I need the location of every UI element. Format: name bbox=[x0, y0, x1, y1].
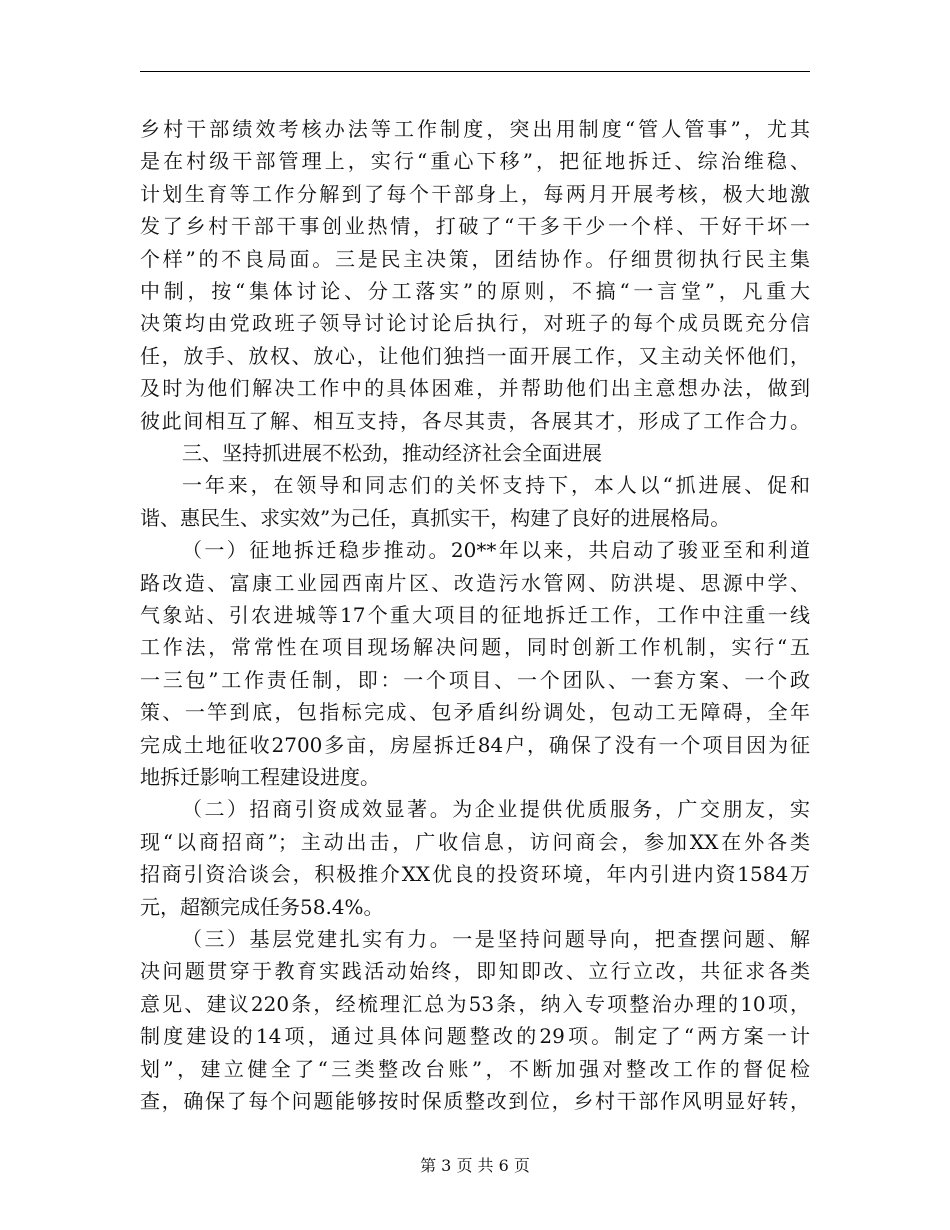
text-line: 计划生育等工作分解到了每个干部身上，每两月开展考核，极大地激 bbox=[140, 181, 810, 206]
text-line: 决问题贯穿于教育实践活动始终，即知即改、立行立改，共征求各类 bbox=[140, 959, 810, 984]
text-line: 地拆迁影响工程建设进度。 bbox=[140, 765, 380, 789]
text-line: 个样”的不良局面。三是民主决策，团结协作。仔细贯彻执行民主集 bbox=[140, 246, 810, 271]
text-line: 招商引资洽谈会，积极推介XX优良的投资环境，年内引进内资1584万 bbox=[140, 862, 810, 887]
header-rule bbox=[140, 71, 810, 72]
text-line: 及时为他们解决工作中的具体困难，并帮助他们出主意想办法，做到 bbox=[140, 376, 810, 401]
text-line: 现“以商招商”；主动出击，广收信息，访问商会，参加XX在外各类 bbox=[140, 829, 810, 854]
text-line: 彼此间相互了解、相互支持，各尽其责，各展其才，形成了工作合力。 bbox=[140, 408, 810, 433]
text-line: 中制，按“集体讨论、分工落实”的原则，不搞“一言堂”，凡重大 bbox=[140, 279, 810, 303]
text-line: （一）征地拆迁稳步推动。20**年以来，共启动了骏亚至和利道 bbox=[182, 538, 810, 563]
text-line: 完成土地征收2700多亩，房屋拆迁84户，确保了没有一个项目因为征 bbox=[140, 732, 810, 757]
text-line: 制度建设的14项，通过具体问题整改的29项。制定了“两方案一计 bbox=[140, 1024, 810, 1049]
text-line: （三）基层党建扎实有力。一是坚持问题导向，把查摆问题、解 bbox=[182, 927, 810, 951]
text-line: 是在村级干部管理上，实行“重心下移”，把征地拆迁、综治维稳、 bbox=[140, 149, 810, 174]
page-footer: 第 3 页 共 6 页 bbox=[420, 1156, 530, 1175]
text-line: （二）招商引资成效显著。为企业提供优质服务，广交朋友，实 bbox=[182, 797, 810, 822]
text-line: 元，超额完成任务58.4%。 bbox=[140, 894, 384, 919]
text-line: 谐、惠民生、求实效”为己任，真抓实干，构建了良好的进展格局。 bbox=[140, 505, 731, 530]
text-line: 一三包”工作责任制，即：一个项目、一个团队、一套方案、一个政 bbox=[140, 667, 810, 692]
text-line: 决策均由党政班子领导讨论讨论后执行，对班子的每个成员既充分信 bbox=[140, 311, 810, 336]
text-line: 工作法，常常性在项目现场解决问题，同时创新工作机制，实行“五 bbox=[140, 635, 810, 660]
text-line: 策、一竿到底，包指标完成、包矛盾纠纷调处，包动工无障碍，全年 bbox=[140, 700, 810, 725]
text-line: 乡村干部绩效考核办法等工作制度，突出用制度“管人管事”，尤其 bbox=[140, 117, 810, 141]
text-line: 任，放手、放权、放心，让他们独挡一面开展工作，又主动关怀他们， bbox=[140, 343, 810, 368]
text-line: 划”，建立健全了“三类整改台账”，不断加强对整改工作的督促检 bbox=[140, 1056, 810, 1081]
text-line: 三、坚持抓进展不松劲，推动经济社会全面进展 bbox=[182, 441, 602, 465]
text-line: 意见、建议220条，经梳理汇总为53条，纳入专项整治办理的10项， bbox=[140, 991, 810, 1016]
text-line: 气象站、引农进城等17个重大项目的征地拆迁工作，工作中注重一线 bbox=[140, 603, 810, 627]
text-line: 查，确保了每个问题能够按时保质整改到位，乡村干部作风明显好转， bbox=[140, 1089, 810, 1113]
text-line: 一年来，在领导和同志们的关怀支持下，本人以“抓进展、促和 bbox=[182, 473, 810, 498]
text-line: 路改造、富康工业园西南片区、改造污水管网、防洪堤、思源中学、 bbox=[140, 570, 810, 595]
text-line: 发了乡村干部干事创业热情，打破了“干多干少一个样、干好干坏一 bbox=[140, 214, 810, 239]
